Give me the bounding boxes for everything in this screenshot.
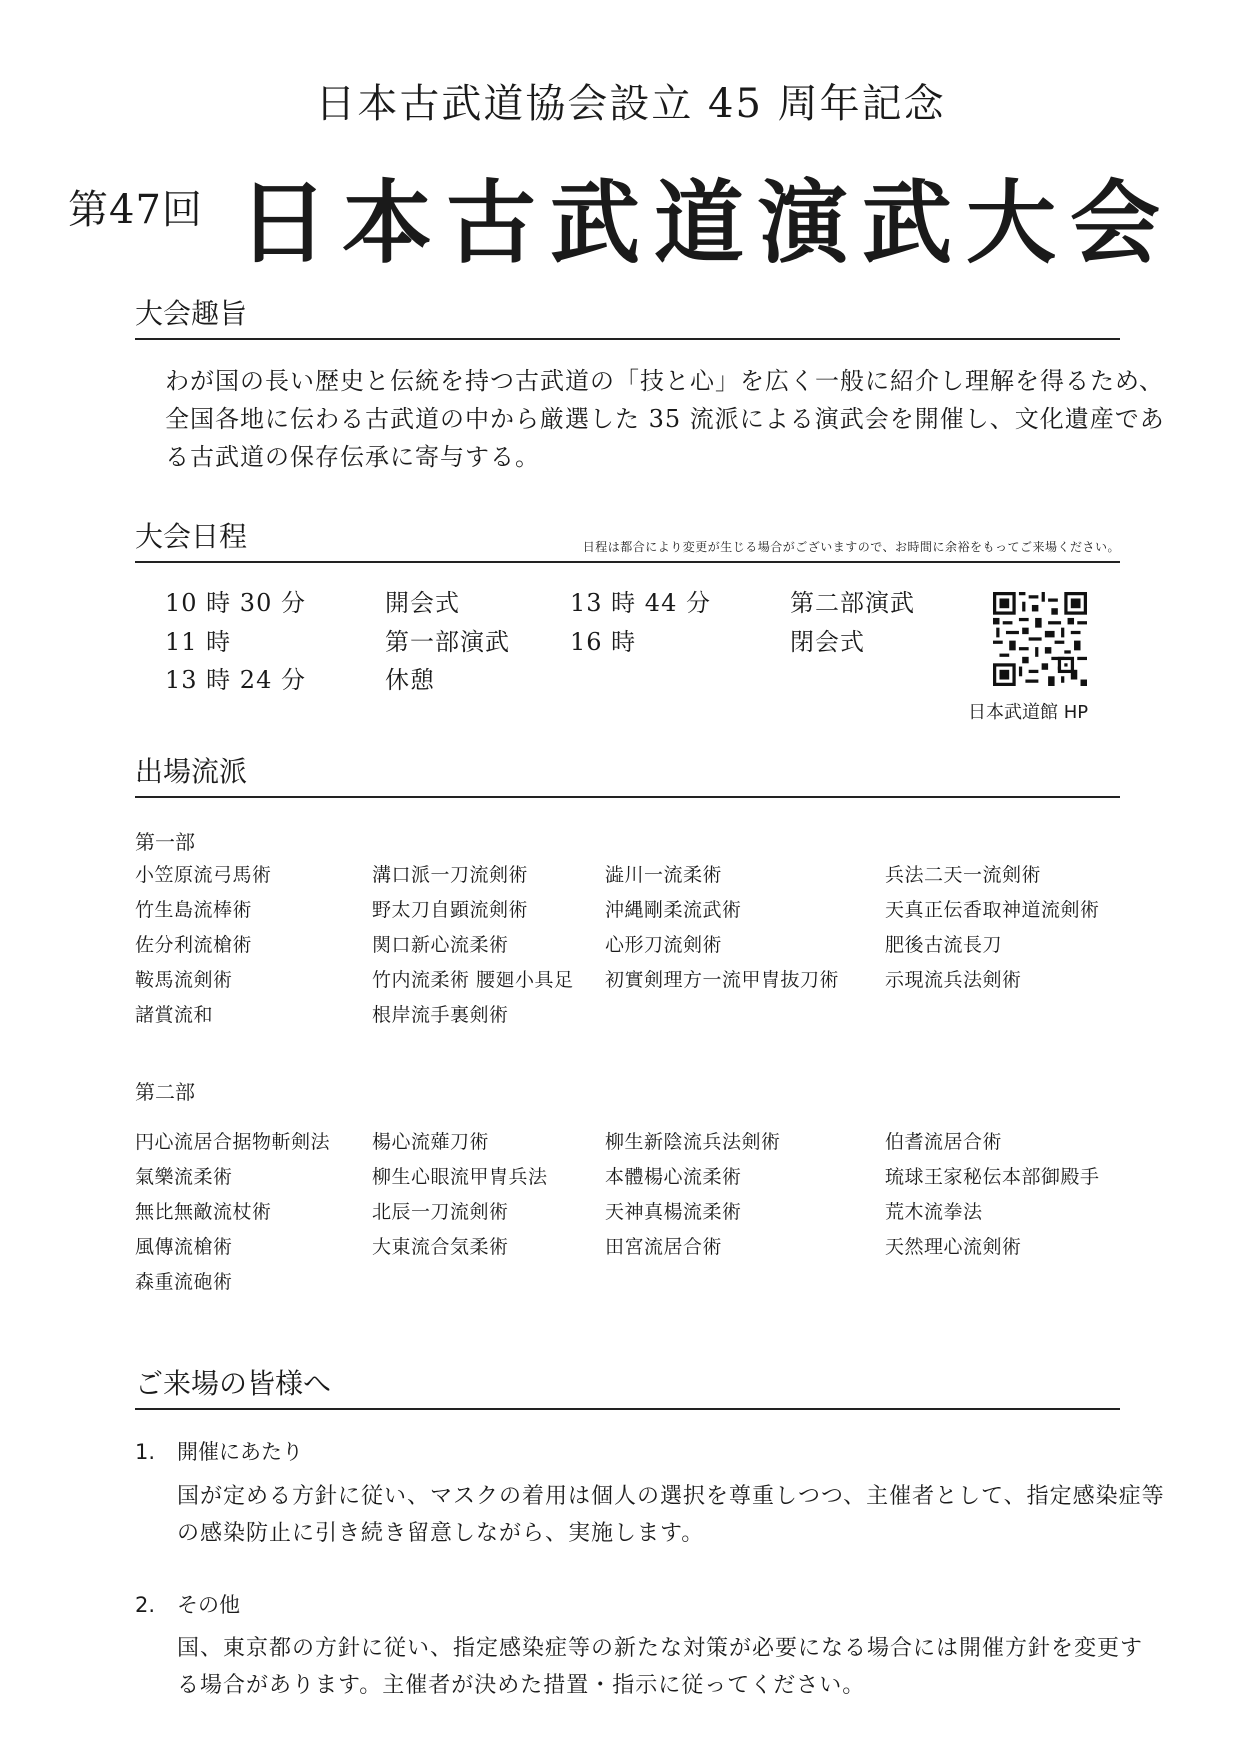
schedule-notice: 日程は都合により変更が生じる場合がございますので、お時間に余裕をもってご来場ください。 [582,540,1120,554]
school-item: 柳生新陰流兵法剣術 [605,1131,781,1153]
visitor-item-title: 開催にあたり [177,1440,303,1464]
qr-code-icon[interactable] [993,592,1087,686]
visitor-item-line: る場合があります。主催者が決めた措置・指示に従ってください。 [177,1673,866,1698]
schedule-time: 16 時 [570,628,637,656]
school-item: 関口新心流柔術 [372,934,509,956]
school-item: 柳生心眼流甲冑兵法 [372,1166,548,1188]
school-item: 初實剣理方一流甲冑抜刀術 [605,969,840,991]
school-item: 楊心流薙刀術 [372,1131,490,1153]
school-item: 伯耆流居合術 [885,1131,1003,1153]
school-item: 竹内流柔術 腰廻小具足 [372,969,574,991]
school-item: 沖縄剛柔流武術 [605,899,742,921]
school-item: 竹生島流棒術 [135,899,253,921]
visitor-item-text [177,1478,1165,1552]
qr-code-label: 日本武道館 HP [968,702,1089,723]
schedule-event: 第二部演武 [790,589,915,617]
visitor-item-number: 2. [135,1593,156,1617]
school-item: 天真正伝香取神道流剣術 [885,899,1100,921]
schedule-time: 10 時 30 分 [165,589,306,617]
school-item: 根岸流手裏剣術 [372,1004,509,1026]
schedule-time: 13 時 44 分 [570,589,711,617]
schedule-heading-text: 大会日程 [135,520,248,553]
event-subtitle: 日本古武道協会設立 45 周年記念 [315,81,946,127]
school-item: 北辰一刀流剣術 [372,1201,509,1223]
schools-heading [135,750,1120,798]
event-title: 日本古武道演武大会 [238,170,1174,276]
school-item: 兵法二天一流剣術 [885,864,1042,886]
school-item: 本體楊心流柔術 [605,1166,742,1188]
school-item: 無比無敵流杖術 [135,1201,272,1223]
visitors-heading [135,1362,1120,1410]
school-item: 野太刀自顕流剣術 [372,899,529,921]
school-item: 鞍馬流剣術 [135,969,233,991]
purpose-line: 全国各地に伝わる古武道の中から厳選した 35 流派による演武会を開催し、文化遺産であ [165,405,1165,433]
schedule-event: 休憩 [385,666,435,694]
school-item: 荒木流拳法 [885,1201,983,1223]
school-item: 肥後古流長刀 [885,934,1003,956]
school-item: 心形刀流剣術 [605,934,723,956]
school-item: 澁川一流柔術 [605,864,723,886]
schools-heading-text: 出場流派 [135,755,248,788]
purpose-heading [135,292,1120,340]
visitor-item-heading [135,1589,240,1619]
school-item: 森重流砲術 [135,1271,233,1293]
school-item: 天然理心流剣術 [885,1236,1022,1258]
visitors-heading-text: ご来場の皆様へ [135,1367,332,1400]
title-row [68,150,1188,276]
school-item: 琉球王家秘伝本部御殿手 [885,1166,1100,1188]
schedule-event: 第一部演武 [385,628,510,656]
visitor-item-number: 1. [135,1440,156,1464]
school-item: 溝口派一刀流剣術 [372,864,529,886]
school-item: 大東流合気柔術 [372,1236,509,1258]
purpose-heading-text: 大会趣旨 [135,297,248,330]
school-item: 田宮流居合術 [605,1236,723,1258]
purpose-line: る古武道の保存伝承に寄与する。 [165,443,540,471]
part2-label: 第二部 [135,1080,195,1104]
schedule-time: 11 時 [165,628,232,656]
school-item: 天神真楊流柔術 [605,1201,742,1223]
school-item: 示現流兵法剣術 [885,969,1022,991]
visitor-item-heading [135,1436,303,1466]
school-item: 佐分利流槍術 [135,934,253,956]
visitor-item-text [177,1630,1143,1704]
school-item: 小笠原流弓馬術 [135,864,272,886]
visitor-item-title: その他 [177,1593,240,1617]
visitor-item-line: 国が定める方針に従い、マスクの着用は個人の選択を尊重しつつ、主催者として、指定感染症等 [177,1484,1165,1509]
part1-label: 第一部 [135,830,195,854]
schedule-event: 開会式 [385,589,460,617]
schedule-time: 13 時 24 分 [165,666,306,694]
edition-label: 第47回 [68,187,203,233]
schedule-event: 閉会式 [790,628,865,656]
purpose-line: わが国の長い歴史と伝統を持つ古武道の「技と心」を広く一般に紹介し理解を得るため、 [165,367,1165,395]
school-item: 風傳流槍術 [135,1236,233,1258]
visitor-item-line: 国、東京都の方針に従い、指定感染症等の新たな対策が必要になる場合には開催方針を変更す [177,1636,1144,1661]
school-item: 円心流居合据物斬剣法 [135,1131,331,1153]
school-item: 氣樂流柔術 [135,1166,233,1188]
school-item: 諸賞流和 [135,1004,214,1026]
visitor-item-line: の感染防止に引き続き留意しながら、実施します。 [177,1521,705,1546]
purpose-text [165,362,1165,476]
